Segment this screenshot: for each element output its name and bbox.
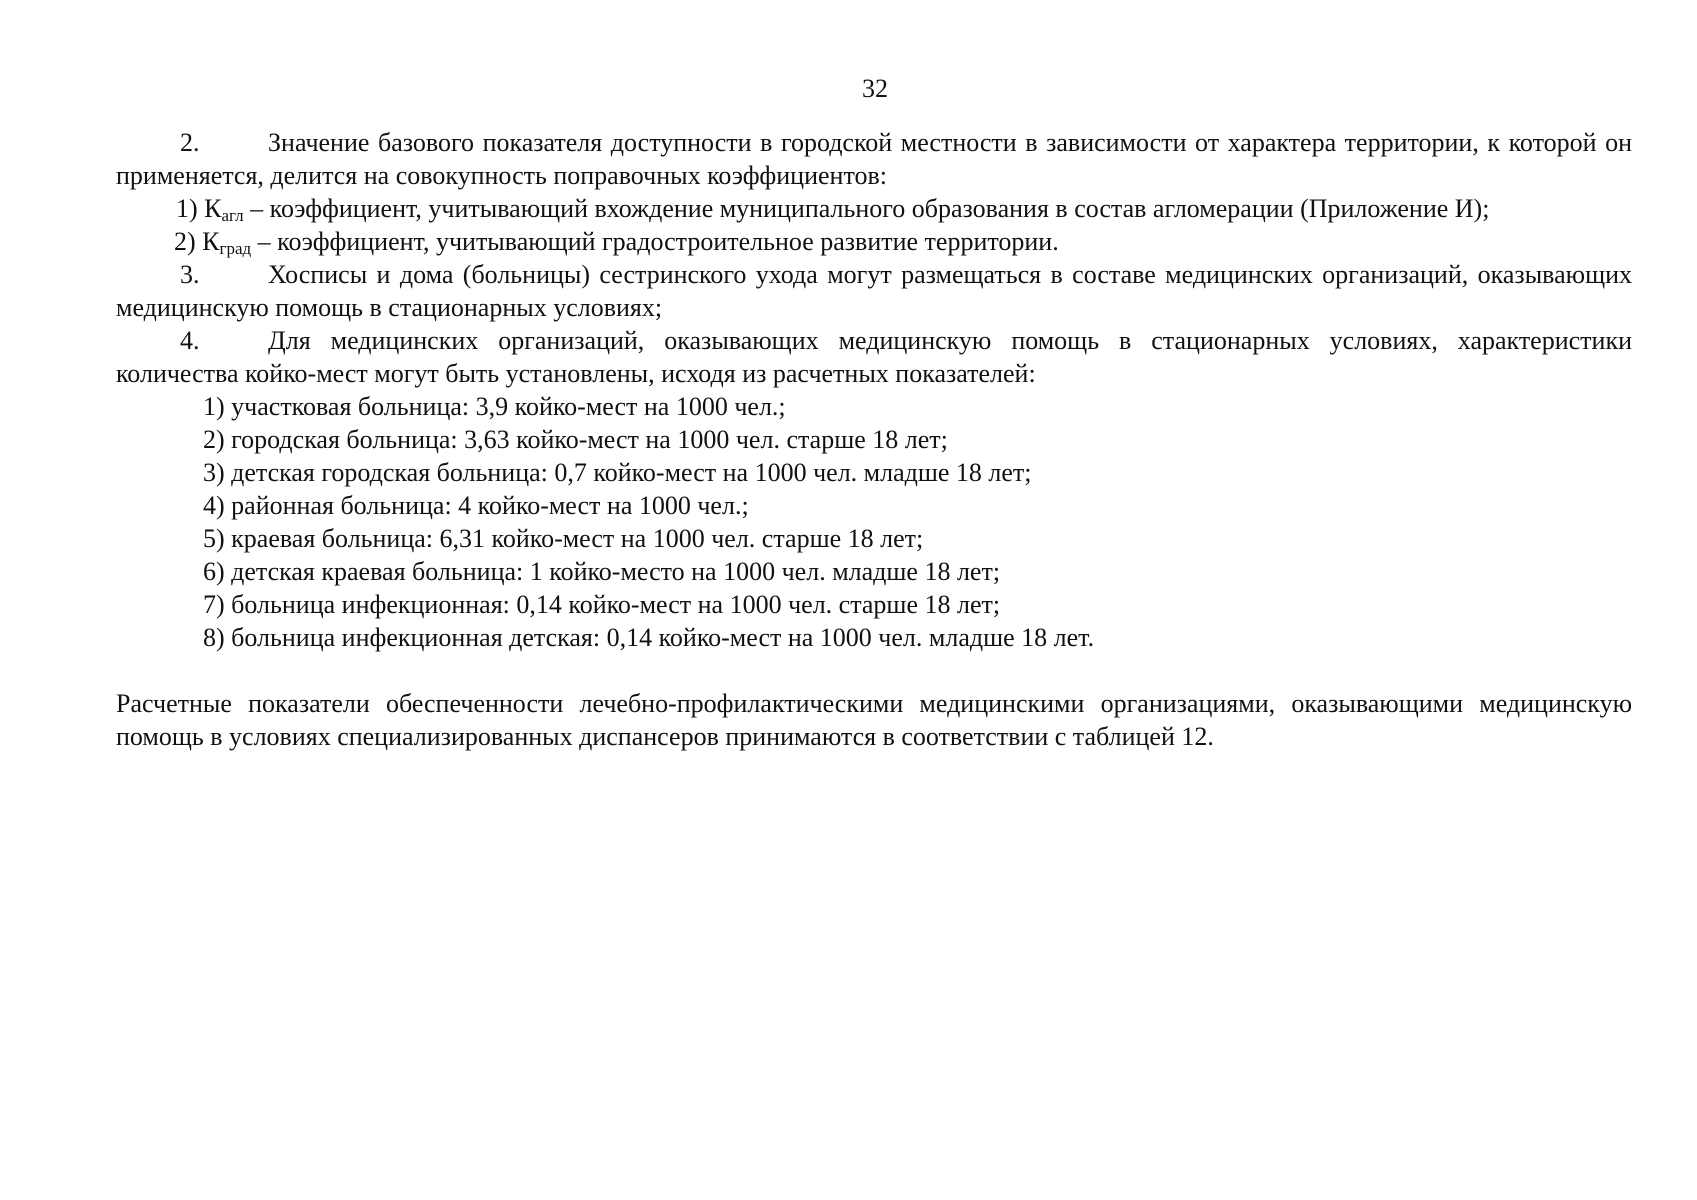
- list-item: 2) городская больница: 3,63 койко-мест на 1000 чел. старше 18 лет;: [203, 425, 948, 454]
- paragraph-text: Значение базового показателя доступности в городской местности в зависимости от характера территории, к которой он применяется, делится на совокупность поправочных коэффициентов:: [116, 128, 1632, 190]
- paragraph-item-2: [116, 126, 1632, 192]
- list-item: 6) детская краевая больница: 1 койко-место на 1000 чел. младше 18 лет;: [203, 557, 1001, 586]
- coefficient-prefix: 2) К: [174, 227, 220, 256]
- list-item: 1) участковая больница: 3,9 койко-мест на 1000 чел.;: [203, 392, 786, 421]
- coefficient-subscript: град: [219, 239, 252, 258]
- list-item: 3) детская городская больница: 0,7 койко-мест на 1000 чел. младше 18 лет;: [203, 458, 1032, 487]
- item-number: 2.: [180, 128, 200, 157]
- list-item: 7) больница инфекционная: 0,14 койко-мест на 1000 чел. старше 18 лет;: [203, 590, 1001, 619]
- coefficient-k-grad: [116, 225, 1632, 258]
- item-number: 4.: [180, 326, 200, 355]
- paragraph-text: Для медицинских организаций, оказывающих медицинскую помощь в стационарных условиях, характеристики количества койко-мест могут быть установлены, исходя из расчетных показателей:: [116, 326, 1632, 388]
- paragraph-item-3: [116, 258, 1632, 324]
- coefficient-text: – коэффициент, учитывающий вхождение муниципального образования в состав агломерации (Приложение И);: [243, 194, 1490, 223]
- coefficient-subscript: агл: [221, 206, 244, 225]
- closing-paragraph: Расчетные показатели обеспеченности лечебно-профилактическими медицинскими организациями, оказывающими медицинскую помощь в условиях специализированных диспансеров принимаются в соответствии с таблицей 12.: [116, 689, 1632, 751]
- item-number: 3.: [180, 260, 200, 289]
- coefficient-text: – коэффициент, учитывающий градостроительное развитие территории.: [251, 227, 1059, 256]
- page-number: 32: [862, 74, 888, 103]
- coefficient-k-agl: [116, 192, 1632, 225]
- list-item: 5) краевая больница: 6,31 койко-мест на 1000 чел. старше 18 лет;: [203, 524, 924, 553]
- coefficient-prefix: 1) К: [176, 194, 222, 223]
- beds-list: [116, 390, 1632, 654]
- list-item: 4) районная больница: 4 койко-мест на 1000 чел.;: [203, 491, 749, 520]
- paragraph-text: Хосписы и дома (больницы) сестринского ухода могут размещаться в составе медицинских организаций, оказывающих медицинскую помощь в стационарных условиях;: [116, 260, 1632, 322]
- paragraph-item-4: [116, 324, 1632, 390]
- list-item: 8) больница инфекционная детская: 0,14 койко-мест на 1000 чел. младше 18 лет.: [203, 623, 1095, 652]
- paragraph-spacer: [116, 654, 1632, 687]
- document-body: [116, 126, 1632, 753]
